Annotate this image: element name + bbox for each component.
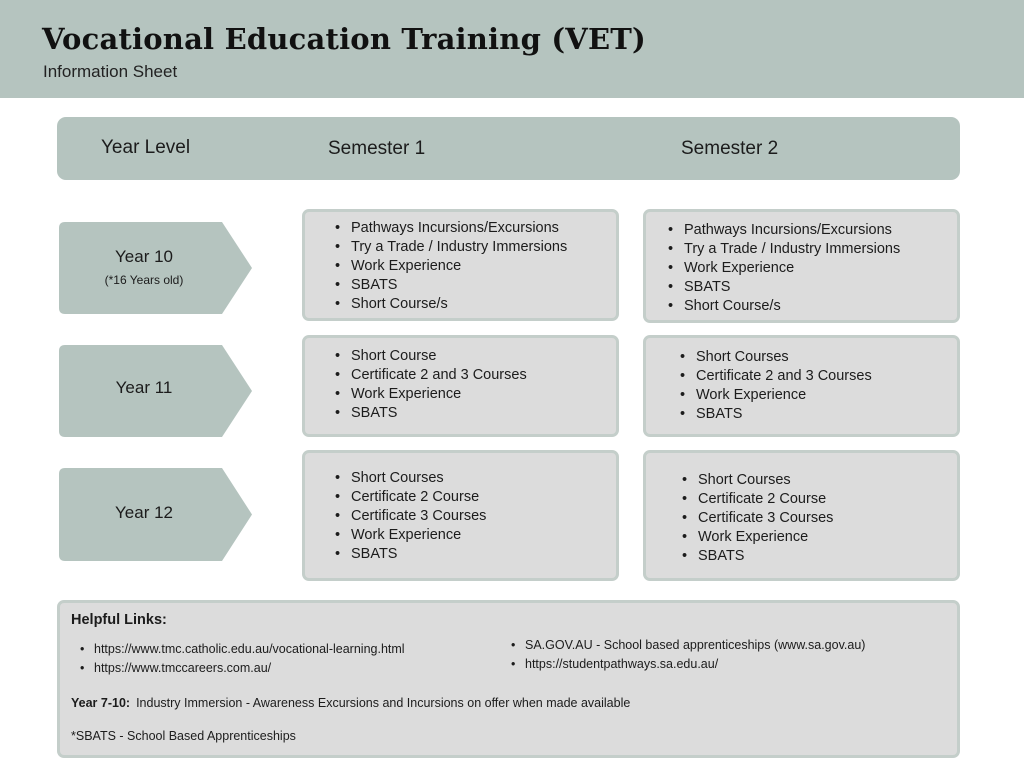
list-item: • Short Courses xyxy=(351,469,486,488)
year-12-sem1-list xyxy=(351,469,486,564)
list-item: • Work Experience xyxy=(684,259,900,278)
year-11-label xyxy=(59,345,252,437)
list-item: • SBATS xyxy=(698,547,833,566)
year-10-sem1-list xyxy=(351,219,567,314)
list-item: • Certificate 2 Course xyxy=(698,490,833,509)
list-item: • Work Experience xyxy=(351,526,486,545)
year-12-text: Year 12 xyxy=(115,503,173,522)
year-10-semester-1 xyxy=(302,209,619,321)
column-semester-2: Semester 2 xyxy=(681,138,779,159)
list-item: • Pathways Incursions/Excursions xyxy=(351,219,567,238)
list-item: • Try a Trade / Industry Immersions xyxy=(351,238,567,257)
list-item: • Work Experience xyxy=(351,385,527,404)
list-item: • SBATS xyxy=(351,276,567,295)
year-11-sem1-list xyxy=(351,347,527,423)
link-student-pathways[interactable]: • https://studentpathways.sa.edu.au/ xyxy=(525,655,865,674)
year-12-semester-1 xyxy=(302,450,619,581)
header-banner xyxy=(0,0,1024,98)
list-item: • Pathways Incursions/Excursions xyxy=(684,221,900,240)
list-item: • SBATS xyxy=(351,404,527,423)
year-7-10-text: Industry Immersion - Awareness Excursions and Incursions on offer when made available xyxy=(136,696,631,710)
list-item: • SBATS xyxy=(351,545,486,564)
sbats-footnote: *SBATS - School Based Apprenticeships xyxy=(71,729,296,743)
year-7-10-note xyxy=(71,696,630,710)
list-item: • Certificate 2 and 3 Courses xyxy=(351,366,527,385)
list-item: • Short Course/s xyxy=(684,297,900,316)
page-title: Vocational Education Training (VET) xyxy=(42,22,646,56)
link-tmc-careers[interactable]: • https://www.tmccareers.com.au/ xyxy=(94,659,405,678)
helpful-links-title: Helpful Links: xyxy=(71,612,167,628)
helpful-links-panel xyxy=(57,600,960,758)
arrow-shape xyxy=(59,222,252,314)
link-sa-gov[interactable]: • SA.GOV.AU - School based apprenticeships (www.sa.gov.au) xyxy=(525,636,865,655)
list-item: • Certificate 2 Course xyxy=(351,488,486,507)
year-10-label xyxy=(59,222,252,314)
list-item: • SBATS xyxy=(684,278,900,297)
list-item: • Short Course xyxy=(351,347,527,366)
year-11-text: Year 11 xyxy=(115,378,173,397)
list-item: • Short Course/s xyxy=(351,295,567,314)
helpful-links-right xyxy=(525,636,865,674)
year-12-label xyxy=(59,468,252,561)
page-subtitle: Information Sheet xyxy=(43,62,178,81)
year-7-10-label: Year 7-10: xyxy=(71,696,131,710)
list-item: • SBATS xyxy=(696,405,872,424)
list-item: • Work Experience xyxy=(351,257,567,276)
year-11-semester-1 xyxy=(302,335,619,437)
year-10-note: (*16 Years old) xyxy=(104,273,184,287)
list-item: • Work Experience xyxy=(696,386,872,405)
link-tmc-vocational[interactable]: • https://www.tmc.catholic.edu.au/vocational-learning.html xyxy=(94,640,405,659)
year-10-sem2-list xyxy=(684,221,900,316)
year-10-semester-2 xyxy=(643,209,960,323)
column-semester-1: Semester 1 xyxy=(328,138,426,159)
year-12-semester-2 xyxy=(643,450,960,581)
helpful-links-left xyxy=(94,640,405,678)
year-11-semester-2 xyxy=(643,335,960,437)
column-header-bar xyxy=(57,117,960,180)
year-10-text: Year 10 xyxy=(115,247,173,266)
list-item: • Short Courses xyxy=(696,348,872,367)
list-item: • Work Experience xyxy=(698,528,833,547)
year-11-sem2-list xyxy=(696,348,872,424)
year-12-sem2-list xyxy=(698,471,833,566)
list-item: • Try a Trade / Industry Immersions xyxy=(684,240,900,259)
list-item: • Certificate 3 Courses xyxy=(351,507,486,526)
list-item: • Short Courses xyxy=(698,471,833,490)
column-year-level: Year Level xyxy=(101,137,191,158)
list-item: • Certificate 3 Courses xyxy=(698,509,833,528)
list-item: • Certificate 2 and 3 Courses xyxy=(696,367,872,386)
